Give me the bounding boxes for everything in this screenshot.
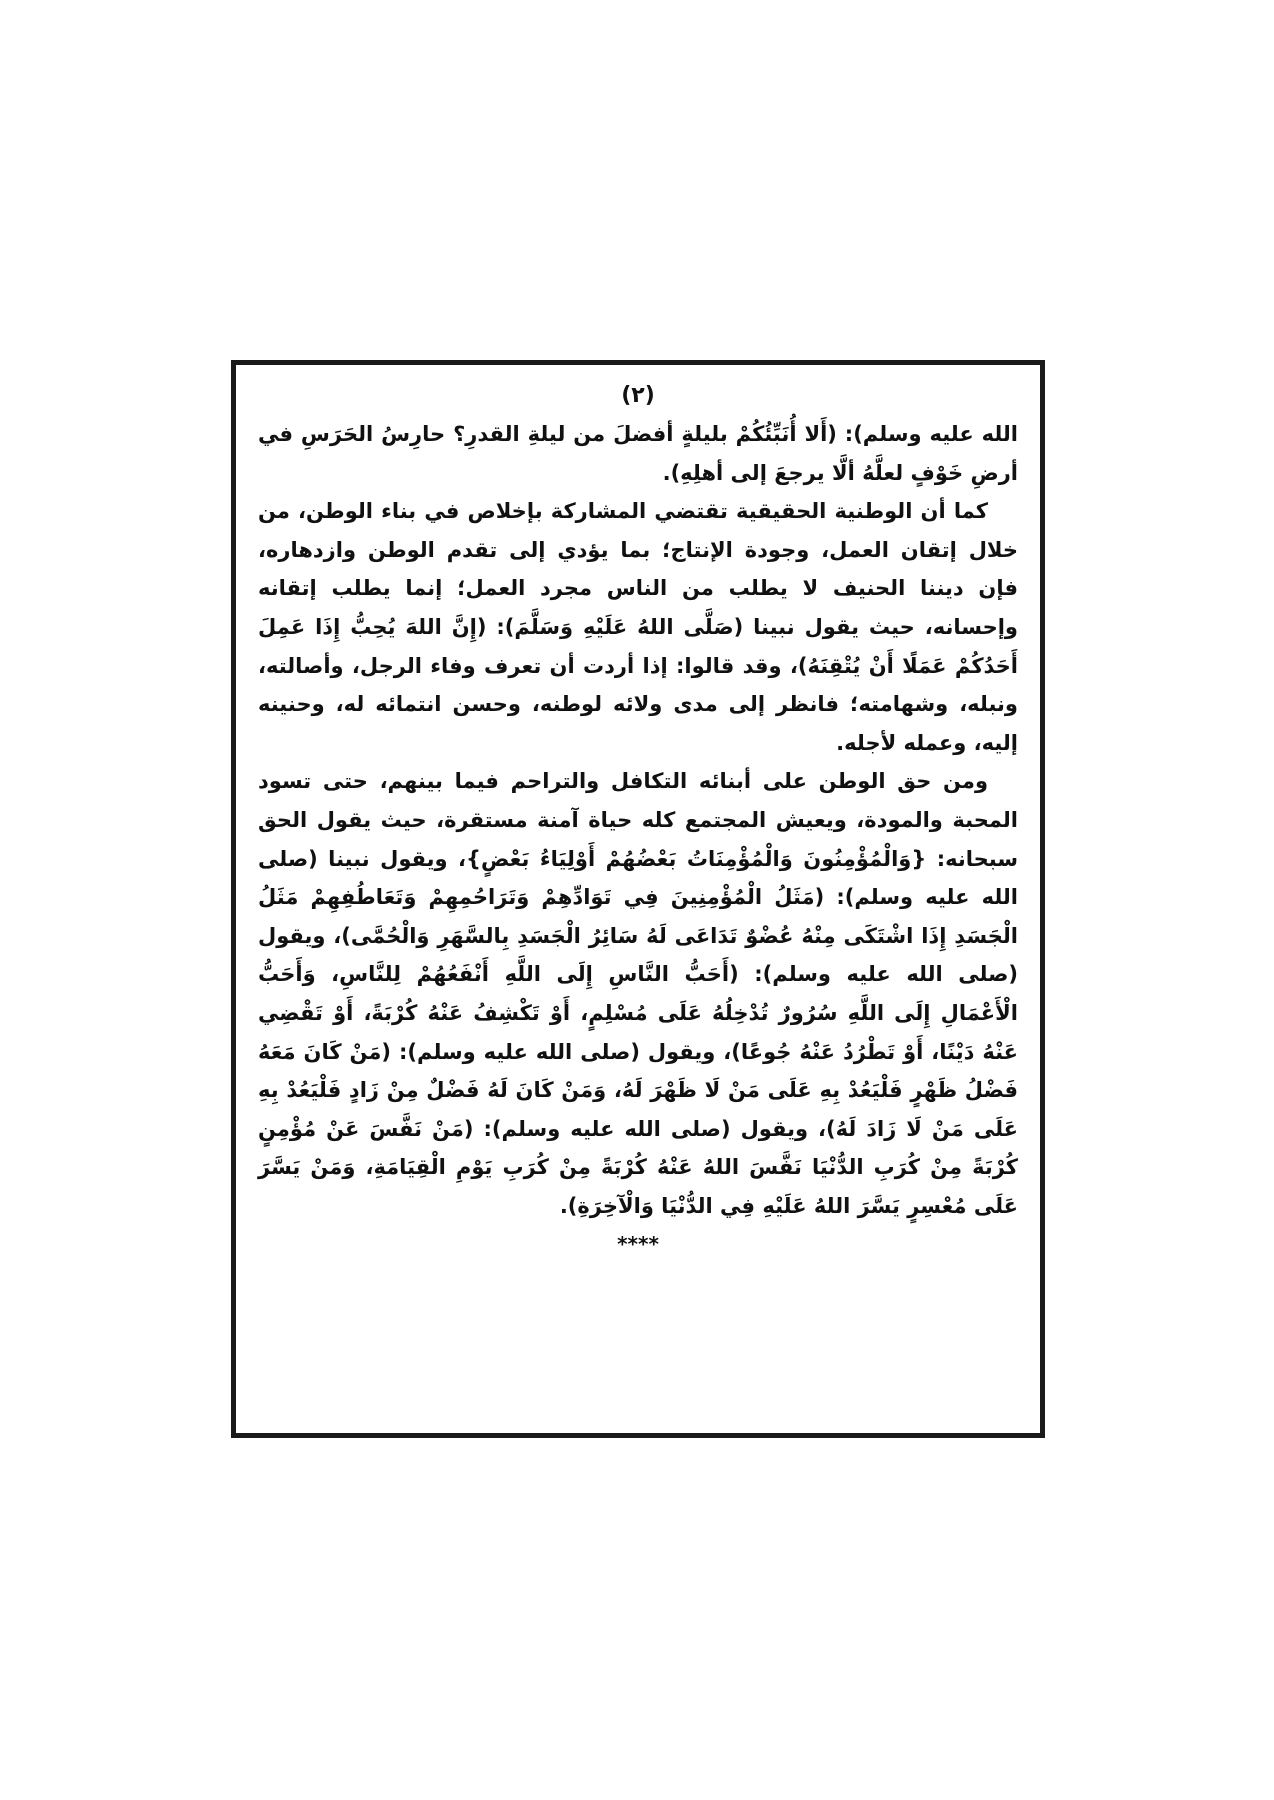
page-frame bbox=[231, 360, 1045, 1438]
page-body bbox=[258, 415, 1018, 1225]
paragraph-hadith-guard: الله عليه وسلم): (أَلا أُنَبِّئُكُمْ بليلةٍ أفضلَ من ليلةِ القدرِ؟ حارِسُ الحَرَسِ في أرضِ خَوْفٍ لعلَّهُ ألَّا يرجعَ إلى أهلِهِ). bbox=[258, 422, 1018, 485]
page-number: (٢) bbox=[621, 383, 655, 408]
paragraph-work-mastery: كما أن الوطنية الحقيقية تقتضي المشاركة بإخلاص في بناء الوطن، من خلال إتقان العمل، وجودة الإنتاج؛ بما يؤدي إلى تقدم الوطن وازدهاره، فإن ديننا الحنيف لا يطلب من الناس مجرد العمل؛ إنما يطلب إتقانه وإحسانه، حيث يقول نبينا (صَلَّى اللهُ عَلَيْهِ وَسَلَّمَ): (إِنَّ اللهَ يُحِبُّ إِذَا عَمِلَ أَحَدُكُمْ عَمَلًا أَنْ يُتْقِنَهُ)، وقد قالوا: إذا أردت أن تعرف وفاء الرجل، وأصالته، ونبله، وشهامته؛ فانظر إلى مدى ولائه لوطنه، وحسن انتمائه له، وحنينه إليه، وعمله لأجله. bbox=[258, 499, 1018, 755]
end-marker: **** bbox=[617, 1232, 659, 1257]
paragraph-solidarity: ومن حق الوطن على أبنائه التكافل والتراحم فيما بينهم، حتى تسود المحبة والمودة، ويعيش المجتمع كله حياة آمنة مستقرة، حيث يقول الحق سبحانه: {وَالْمُؤْمِنُونَ وَالْمُؤْمِنَاتُ بَعْضُهُمْ أَوْلِيَاءُ بَعْضٍ}، ويقول نبينا (صلى الله عليه وسلم): (مَثَلُ الْمُؤْمِنِينَ فِي تَوَادِّهِمْ وَتَرَاحُمِهِمْ وَتَعَاطُفِهِمْ مَثَلُ الْجَسَدِ إِذَا اشْتَكَى مِنْهُ عُضْوٌ تَدَاعَى لَهُ سَائِرُ الْجَسَدِ بِالسَّهَرِ وَالْحُمَّى)، ويقول (صلى الله عليه وسلم): (أَحَبُّ النَّاسِ إِلَى اللَّهِ أَنْفَعُهُمْ لِلنَّاسِ، وَأَحَبُّ الْأَعْمَالِ إِلَى اللَّهِ سُرُورٌ تُدْخِلُهُ عَلَى مُسْلِمٍ، أَوْ تَكْشِفُ عَنْهُ كُرْبَةً، أَوْ تَقْضِي عَنْهُ دَيْنًا، أَوْ تَطْرُدُ عَنْهُ جُوعًا)، ويقول (صلى الله عليه وسلم): (مَنْ كَانَ مَعَهُ فَضْلُ ظَهْرٍ فَلْيَعُدْ بِهِ عَلَى مَنْ لَا ظَهْرَ لَهُ، وَمَنْ كَانَ لَهُ فَضْلٌ مِنْ زَادٍ فَلْيَعُدْ بِهِ عَلَى مَنْ لَا زَادَ لَهُ)، ويقول (صلى الله عليه وسلم): (مَنْ نَفَّسَ عَنْ مُؤْمِنٍ كُرْبَةً مِنْ كُرَبِ الدُّنْيَا نَفَّسَ اللهُ عَنْهُ كُرْبَةً مِنْ كُرَبِ يَوْمِ الْقِيَامَةِ، وَمَنْ يَسَّرَ عَلَى مُعْسِرٍ يَسَّرَ اللهُ عَلَيْهِ فِي الدُّنْيَا وَالْآخِرَةِ). bbox=[258, 769, 1018, 1218]
